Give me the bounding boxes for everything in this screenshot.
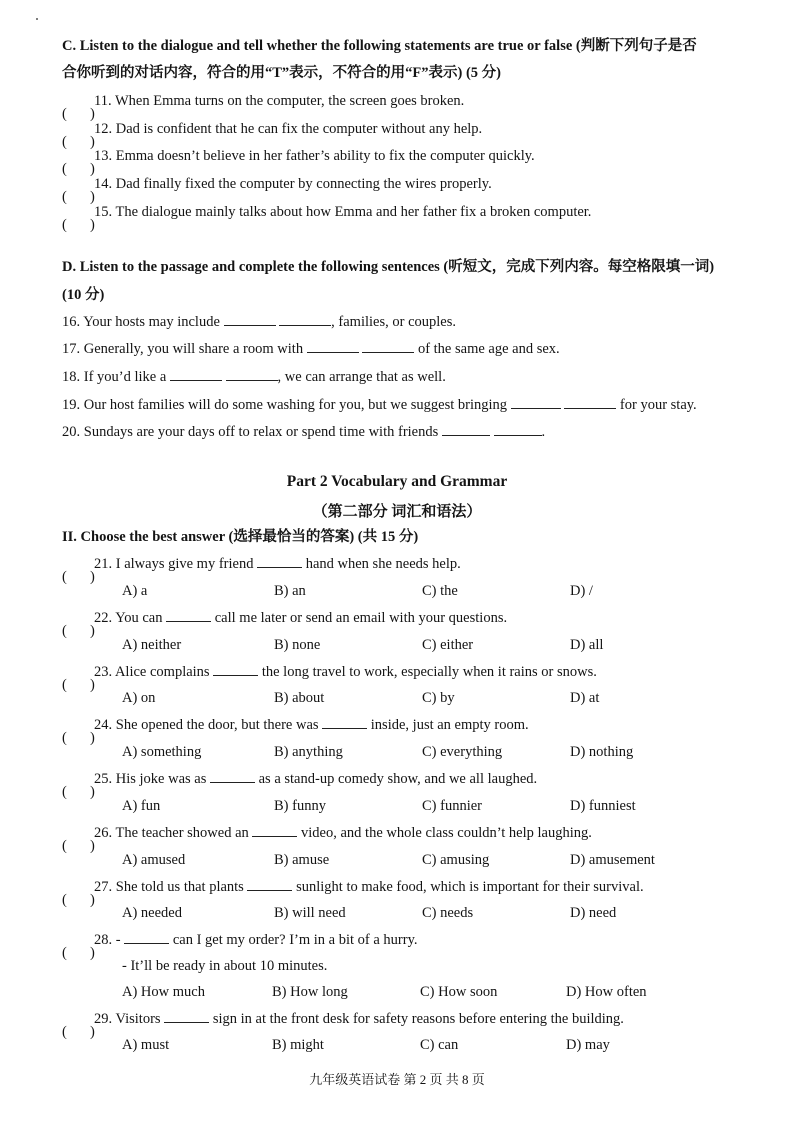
blank[interactable] <box>307 340 359 353</box>
blank[interactable] <box>224 313 276 326</box>
mc-question: 22. You can call me later or send an email with your questions. <box>94 610 508 626</box>
option-d[interactable]: D) all <box>570 637 604 653</box>
option-b[interactable]: B) funny <box>274 798 326 814</box>
part-2-title: Part 2 Vocabulary and Grammar <box>286 473 508 490</box>
mc-question: 27. She told us that plants sunlight to make food, which is important for their survival. <box>94 879 644 895</box>
scan-speck <box>36 18 38 20</box>
option-a[interactable]: A) on <box>122 690 156 706</box>
option-c[interactable]: C) either <box>422 637 474 653</box>
option-b[interactable]: B) about <box>274 690 325 706</box>
option-d[interactable]: D) How often <box>566 984 647 1000</box>
option-c[interactable]: C) the <box>422 583 458 599</box>
tf-item: 13. Emma doesn’t believe in her father’s ability to fix the computer quickly. <box>94 148 535 164</box>
section-c-heading: C. Listen to the dialogue and tell whether the following statements are true or false (判断下列句子是否 <box>62 38 697 54</box>
blank <box>164 1010 209 1023</box>
tf-item: 15. The dialogue mainly talks about how Emma and her father fix a broken computer. <box>94 204 592 220</box>
fill-blank-item: 19. Our host families will do some washing for you, but we suggest bringing for your stay. <box>62 397 697 413</box>
page-footer: 九年级英语试卷 第 2 页 共 8 页 <box>309 1072 485 1087</box>
dialogue-reply: - It’ll be ready in about 10 minutes. <box>122 958 328 974</box>
blank <box>124 931 169 944</box>
blank <box>322 716 367 729</box>
option-b[interactable]: B) might <box>272 1037 324 1053</box>
option-a[interactable]: A) amused <box>122 852 186 868</box>
blank <box>247 878 292 891</box>
mc-question: 24. She opened the door, but there was inside, just an empty room. <box>94 717 529 733</box>
option-c[interactable]: C) everything <box>422 744 503 760</box>
mc-question: 26. The teacher showed an video, and the whole class couldn’t help laughing. <box>94 825 592 841</box>
blank[interactable] <box>226 368 278 381</box>
option-d[interactable]: D) at <box>570 690 600 706</box>
option-d[interactable]: D) need <box>570 905 617 921</box>
option-a[interactable]: A) must <box>122 1037 170 1053</box>
option-c[interactable]: C) needs <box>422 905 474 921</box>
section-d-heading: D. Listen to the passage and complete the following sentences (听短文，完成下列内容。每空格限填一词) <box>62 259 715 275</box>
blank <box>252 824 297 837</box>
option-c[interactable]: C) by <box>422 690 455 706</box>
option-d[interactable]: D) / <box>570 583 593 599</box>
fill-blank-item: 20. Sundays are your days off to relax or spend time with friends . <box>62 424 546 440</box>
option-a[interactable]: A) fun <box>122 798 161 814</box>
tf-item: 12. Dad is confident that he can fix the computer without any help. <box>94 121 483 137</box>
option-b[interactable]: B) amuse <box>274 852 330 868</box>
section-c-heading-cont: 合你听到的对话内容，符合的用“T”表示，不符合的用“F”表示) (5 分) <box>62 65 502 81</box>
option-c[interactable]: C) funnier <box>422 798 482 814</box>
option-a[interactable]: A) something <box>122 744 202 760</box>
option-a[interactable]: A) neither <box>122 637 182 653</box>
fill-blank-item: 16. Your hosts may include , families, or couples. <box>62 314 456 330</box>
option-c[interactable]: C) can <box>420 1037 459 1053</box>
blank[interactable] <box>170 368 222 381</box>
option-d[interactable]: D) funniest <box>570 798 636 814</box>
blank[interactable] <box>279 313 331 326</box>
mc-question: 25. His joke was as as a stand-up comedy show, and we all laughed. <box>94 771 538 787</box>
blank <box>210 770 255 783</box>
blank <box>213 663 258 676</box>
fill-blank-item: 17. Generally, you will share a room with of the same age and sex. <box>62 341 560 357</box>
option-d[interactable]: D) may <box>566 1037 610 1053</box>
blank[interactable] <box>511 396 561 409</box>
option-a[interactable]: A) needed <box>122 905 182 921</box>
section-ii-heading: II. Choose the best answer (选择最恰当的答案) (共 15 分) <box>62 529 419 545</box>
mc-question: 23. Alice complains the long travel to work, especially when it rains or snows. <box>94 664 597 680</box>
blank[interactable] <box>494 423 542 436</box>
blank[interactable] <box>362 340 414 353</box>
fill-blank-item: 18. If you’d like a , we can arrange that as well. <box>62 369 446 385</box>
option-c[interactable]: C) amusing <box>422 852 490 868</box>
option-b[interactable]: B) none <box>274 637 321 653</box>
option-b[interactable]: B) How long <box>272 984 348 1000</box>
option-b[interactable]: B) an <box>274 583 306 599</box>
mc-question: 29. Visitors sign in at the front desk for safety reasons before entering the building. <box>94 1011 624 1027</box>
option-c[interactable]: C) How soon <box>420 984 498 1000</box>
option-d[interactable]: D) amusement <box>570 852 655 868</box>
option-b[interactable]: B) anything <box>274 744 343 760</box>
blank <box>257 555 302 568</box>
part-2-subtitle: （第二部分 词汇和语法） <box>312 504 482 520</box>
option-d[interactable]: D) nothing <box>570 744 634 760</box>
tf-item: 14. Dad finally fixed the computer by connecting the wires properly. <box>94 176 492 192</box>
section-d-heading-cont: (10 分) <box>62 287 105 303</box>
blank <box>166 609 211 622</box>
blank[interactable] <box>442 423 490 436</box>
mc-question: 21. I always give my friend hand when she needs help. <box>94 556 461 572</box>
option-a[interactable]: A) a <box>122 583 148 599</box>
blank[interactable] <box>564 396 616 409</box>
mc-question: 28. - can I get my order? I’m in a bit of a hurry. <box>94 932 418 948</box>
option-a[interactable]: A) How much <box>122 984 205 1000</box>
tf-item: 11. When Emma turns on the computer, the screen goes broken. <box>94 93 465 109</box>
option-b[interactable]: B) will need <box>274 905 346 921</box>
